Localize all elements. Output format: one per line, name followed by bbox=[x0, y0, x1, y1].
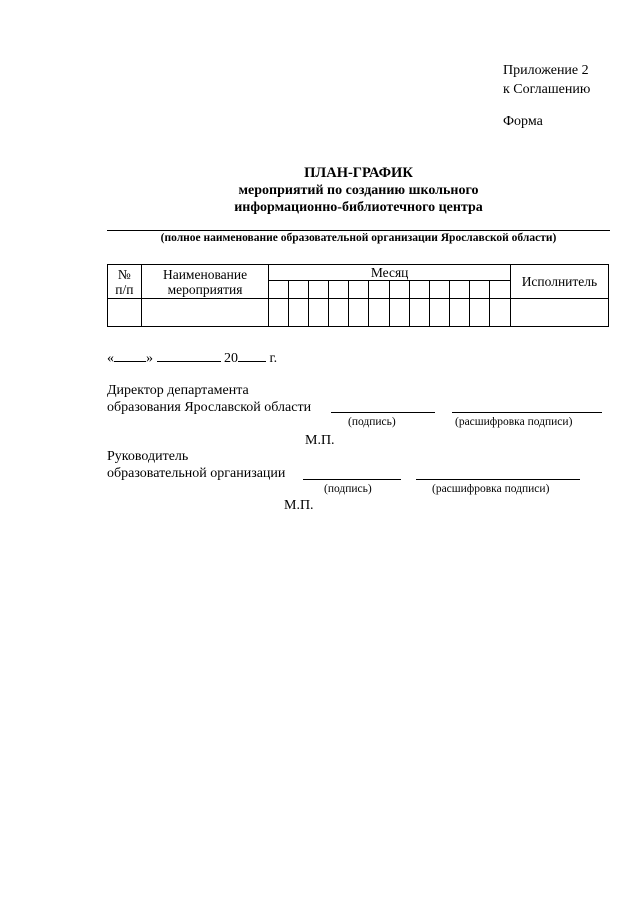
header-event-name-line-2: мероприятия bbox=[167, 281, 243, 297]
organization-caption: (полное наименование образовательной организации Ярославской области) bbox=[160, 232, 557, 244]
head-decode-caption: (расшифровка подписи) bbox=[432, 483, 550, 495]
title-line-2: мероприятий по созданию школьного bbox=[238, 183, 479, 198]
table-row bbox=[108, 299, 609, 327]
month-cell bbox=[389, 281, 409, 299]
table-cell bbox=[108, 299, 142, 327]
plan-table bbox=[107, 264, 609, 327]
appendix-line-2: к Соглашению bbox=[503, 82, 591, 97]
director-decode-line bbox=[452, 412, 602, 413]
header-month: Месяц bbox=[269, 265, 511, 281]
year-blank bbox=[238, 347, 266, 362]
table-cell bbox=[389, 299, 409, 327]
table-cell bbox=[409, 299, 429, 327]
head-title-line-1: Руководитель bbox=[107, 449, 189, 464]
month-cell bbox=[409, 281, 429, 299]
head-decode-line bbox=[416, 479, 580, 480]
header-event-name-line-1: Наименование bbox=[162, 266, 248, 282]
table-cell bbox=[309, 299, 329, 327]
header-number-line-1: № bbox=[117, 266, 131, 282]
month-cell bbox=[469, 281, 489, 299]
month-cell bbox=[449, 281, 469, 299]
table-cell bbox=[489, 299, 510, 327]
head-signature-block bbox=[107, 448, 285, 482]
header-event-name bbox=[141, 265, 269, 299]
head-signature-line bbox=[303, 479, 401, 480]
month-cell bbox=[349, 281, 369, 299]
table-cell bbox=[449, 299, 469, 327]
director-title-line-2: образования Ярославской области bbox=[107, 400, 312, 415]
table-cell bbox=[369, 299, 389, 327]
month-cell bbox=[489, 281, 510, 299]
director-title-line-1: Директор департамента bbox=[107, 383, 249, 398]
appendix-header bbox=[503, 61, 590, 99]
table-cell bbox=[141, 299, 269, 327]
table-cell bbox=[269, 299, 289, 327]
form-label: Форма bbox=[503, 114, 543, 129]
appendix-line-1: Приложение 2 bbox=[503, 63, 589, 78]
month-cell bbox=[309, 281, 329, 299]
date-line bbox=[107, 347, 277, 367]
head-stamp: М.П. bbox=[284, 498, 314, 513]
organization-name-line bbox=[107, 230, 610, 231]
month-cell bbox=[329, 281, 349, 299]
month-cell bbox=[429, 281, 449, 299]
month-cell bbox=[289, 281, 309, 299]
month-cell bbox=[369, 281, 389, 299]
date-open-quote: « bbox=[107, 351, 114, 366]
table-cell bbox=[289, 299, 309, 327]
document-title bbox=[107, 165, 610, 216]
day-blank bbox=[114, 347, 146, 362]
year-suffix: г. bbox=[269, 351, 278, 366]
title-line-3: информационно-библиотечного центра bbox=[234, 200, 483, 215]
month-cell bbox=[269, 281, 289, 299]
year-prefix: 20 bbox=[224, 351, 238, 366]
title-line-1: ПЛАН-ГРАФИК bbox=[304, 165, 413, 181]
table-cell bbox=[429, 299, 449, 327]
head-signature-caption: (подпись) bbox=[324, 483, 372, 495]
month-blank bbox=[157, 347, 221, 362]
head-title-line-2: образовательной организации bbox=[107, 466, 286, 481]
table-cell bbox=[469, 299, 489, 327]
director-decode-caption: (расшифровка подписи) bbox=[455, 416, 573, 428]
director-stamp: М.П. bbox=[305, 433, 335, 448]
table-cell bbox=[329, 299, 349, 327]
header-number-line-2: п/п bbox=[115, 281, 134, 297]
table-cell bbox=[510, 299, 608, 327]
director-signature-block bbox=[107, 382, 311, 416]
date-close-quote: » bbox=[146, 351, 153, 366]
header-executor: Исполнитель bbox=[510, 265, 608, 299]
director-signature-caption: (подпись) bbox=[348, 416, 396, 428]
header-number bbox=[108, 265, 142, 299]
director-signature-line bbox=[331, 412, 435, 413]
table-cell bbox=[349, 299, 369, 327]
